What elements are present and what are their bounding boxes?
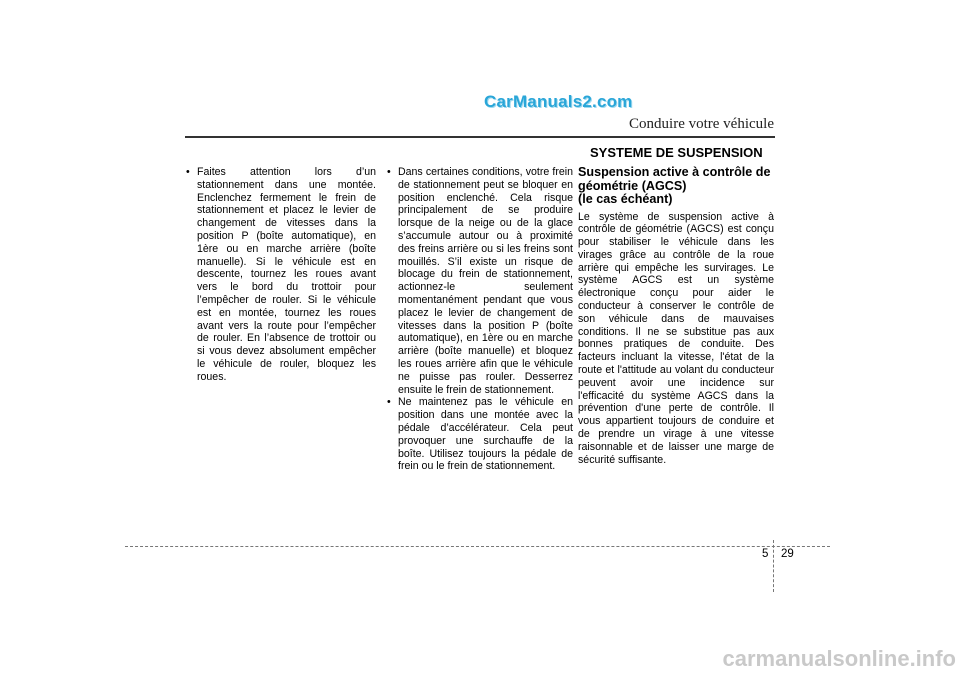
list-item <box>387 396 573 473</box>
bullet-text: Dans certaines conditions, votre frein de stationnement peut se bloquer en position enclenché. Cela risque principalement de se produire lorsque de la neige ou de la glace s’accumule autour ou à proximité des freins arrière ou si les freins sont mouillés. S’il existe un risque de blocage du frein de stationnement, actionnez-le seulement momentanément pendant que vous placez le levier de changement de vitesses dans la position P (boîte automatique), en 1ère ou en marche arrière (boîte manuelle) et bloquez les roues arrière afin que le véhicule ne puisse pas rouler. Desserrez ensuite le frein de stationnement. <box>398 166 573 396</box>
header-rule <box>185 136 775 138</box>
subhead-line-3: (le cas échéant) <box>578 192 673 206</box>
chapter-number: 5 <box>762 548 769 560</box>
bullet-icon: • <box>387 166 391 178</box>
agcs-paragraph: Le système de suspension active à contrôle de géométrie (AGCS) est conçu pour stabiliser le véhicule dans les virages grâce au contrôle de la roue arrière qui empêche les survirages. Le système AGCS est un système électronique conçu pour aider le conducteur à conserver le contrôle de son véhicule dans de mauvaises conditions. Il ne se substitue pas aux bonnes pratiques de conduite. Des facteurs incluant la vitesse, l'état de la route et l'attitude au volant du conducteur peuvent avoir une incidence sur l'efficacité du système AGCS dans la prévention d'une perte de contrôle. Il vous appartient toujours de conduire et de prendre un virage à une vitesse raisonnable et de laisser une marge de sécurité suffisante. <box>578 210 774 466</box>
page-number: 29 <box>781 548 794 560</box>
watermark-carmanuals2: CarManuals2.com <box>484 92 633 111</box>
list-item <box>186 166 376 384</box>
bullet-text: Faites attention lors d’un stationnement dans une montée. Enclenchez fermement le frein de stationnement et placez le levier de changement de vitesses dans la position P (boîte automatique), en 1ère ou en marche arrière (boîte manuelle). Si le véhicule est en descente, tournez les roues avant vers le bord du trottoir pour l’empêcher de rouler. Si le véhicule est en montée, tournez les roues avant vers la route pour l’empêcher de rouler. En l’absence de trottoir ou si vous devez absolument empêcher le véhicule de rouler, bloquez les roues. <box>197 166 376 383</box>
bullet-text: Ne maintenez pas le véhicule en position dans une montée avec la pédale d’accélérateur. Cela peut provoquer une surchauffe de la boîte. Utilisez toujours la pédale de frein ou le frein de stationnement. <box>398 396 573 473</box>
section-title: SYSTEME DE SUSPENSION <box>580 141 776 164</box>
page-divider <box>773 540 774 592</box>
column-2 <box>387 166 573 473</box>
column-1 <box>186 166 376 384</box>
subsection-heading <box>578 166 774 207</box>
bullet-icon: • <box>186 166 190 178</box>
running-header: Conduire votre véhicule <box>629 116 774 132</box>
subhead-line-2: géométrie (AGCS) <box>578 178 687 193</box>
list-item <box>387 166 573 396</box>
footer-rule <box>125 546 830 547</box>
column-3 <box>578 166 774 466</box>
subhead-line-1: Suspension active à contrôle de <box>578 165 771 179</box>
bullet-icon: • <box>387 396 391 409</box>
watermark-carmanualsonline: carmanualsonline.info <box>722 646 956 671</box>
